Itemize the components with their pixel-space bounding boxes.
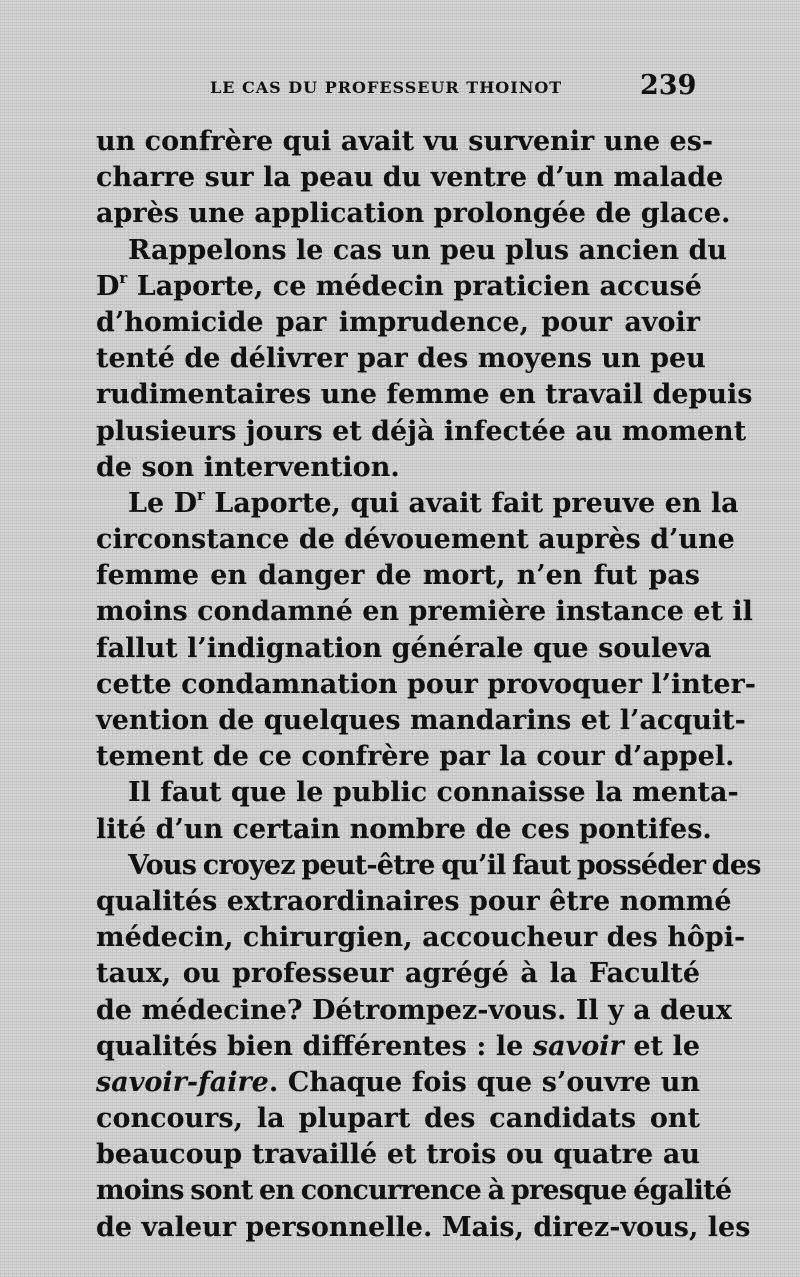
text-line: rudimentaires une femme en travail depuis	[96, 379, 753, 411]
text-line: circonstance de dévouement auprès d’une	[96, 524, 735, 556]
text-line: Vous croyez peut-être qu’il faut posséder des	[128, 849, 761, 881]
text-fragment: D	[96, 270, 120, 302]
text-fragment: Laporte, qui avait fait preuve en la	[204, 487, 739, 519]
text-line: de valeur personnelle. Mais, direz-vous, les	[96, 1211, 751, 1243]
body-text	[96, 124, 761, 1246]
text-line: taux, ou professeur agrégé à la Faculté	[96, 958, 700, 990]
text-fragment: Le D	[128, 487, 197, 519]
text-line: d’homicide par imprudence, pour avoir	[96, 306, 700, 338]
italic-term: savoir-faire	[96, 1066, 269, 1098]
text-line: de son intervention.	[96, 451, 400, 483]
italic-term: savoir	[532, 1030, 624, 1062]
text-line: fallut l’indignation générale que souleva	[96, 632, 712, 664]
text-line: moins condamné en première instance et il	[96, 596, 753, 628]
text-line: un confrère qui avait vu survenir une es-	[96, 126, 714, 157]
running-head: LE CAS DU PROFESSEUR THOINOT	[210, 78, 563, 97]
text-line: après une application prolongée de glace.	[96, 198, 731, 230]
text-line	[96, 269, 700, 305]
text-line: lité d’un certain nombre de ces pontifes.	[96, 813, 712, 845]
text-line: femme en danger de mort, n’en fut pas	[96, 560, 700, 592]
text-line	[96, 1065, 700, 1101]
text-line: tenté de délivrer par des moyens un peu	[96, 343, 706, 375]
text-line	[96, 485, 739, 522]
text-line: charre sur la peau du ventre d’un malade	[96, 162, 724, 194]
text-line: qualités extraordinaires pour être nommé	[96, 885, 732, 917]
superscript: r	[196, 485, 205, 504]
text-line: concours, la plupart des candidats ont	[96, 1103, 700, 1135]
text-fragment: et le	[623, 1030, 700, 1062]
page-number: 239	[640, 70, 697, 101]
text-line: Il faut que le public connaisse la menta-	[128, 777, 739, 809]
text-line: plusieurs jours et déjà infectée au moment	[96, 415, 747, 447]
text-fragment: Laporte, ce médecin praticien accusé	[127, 270, 702, 302]
text-line: vention de quelques mandarins et l’acquit-	[96, 705, 746, 736]
text-line: cette condamnation pour provoquer l’inter-	[96, 668, 756, 700]
text-line	[96, 1029, 700, 1065]
text-fragment: . Chaque fois que s’ouvre un	[268, 1066, 700, 1098]
text-line: médecin, chirurgien, accoucheur des hôpi-	[96, 922, 746, 954]
superscript: r	[119, 268, 128, 287]
text-line: beaucoup travaillé et trois ou quatre au	[96, 1139, 700, 1171]
text-line: de médecine? Détrompez-vous. Il y a deux	[96, 994, 732, 1026]
text-line: Rappelons le cas un peu plus ancien du	[128, 234, 728, 266]
text-line: moins sont en concurrence à presque égalité	[96, 1175, 732, 1207]
text-line: tement de ce confrère par la cour d’appel.	[96, 741, 735, 773]
text-fragment: qualités bien différentes : le	[96, 1030, 533, 1062]
